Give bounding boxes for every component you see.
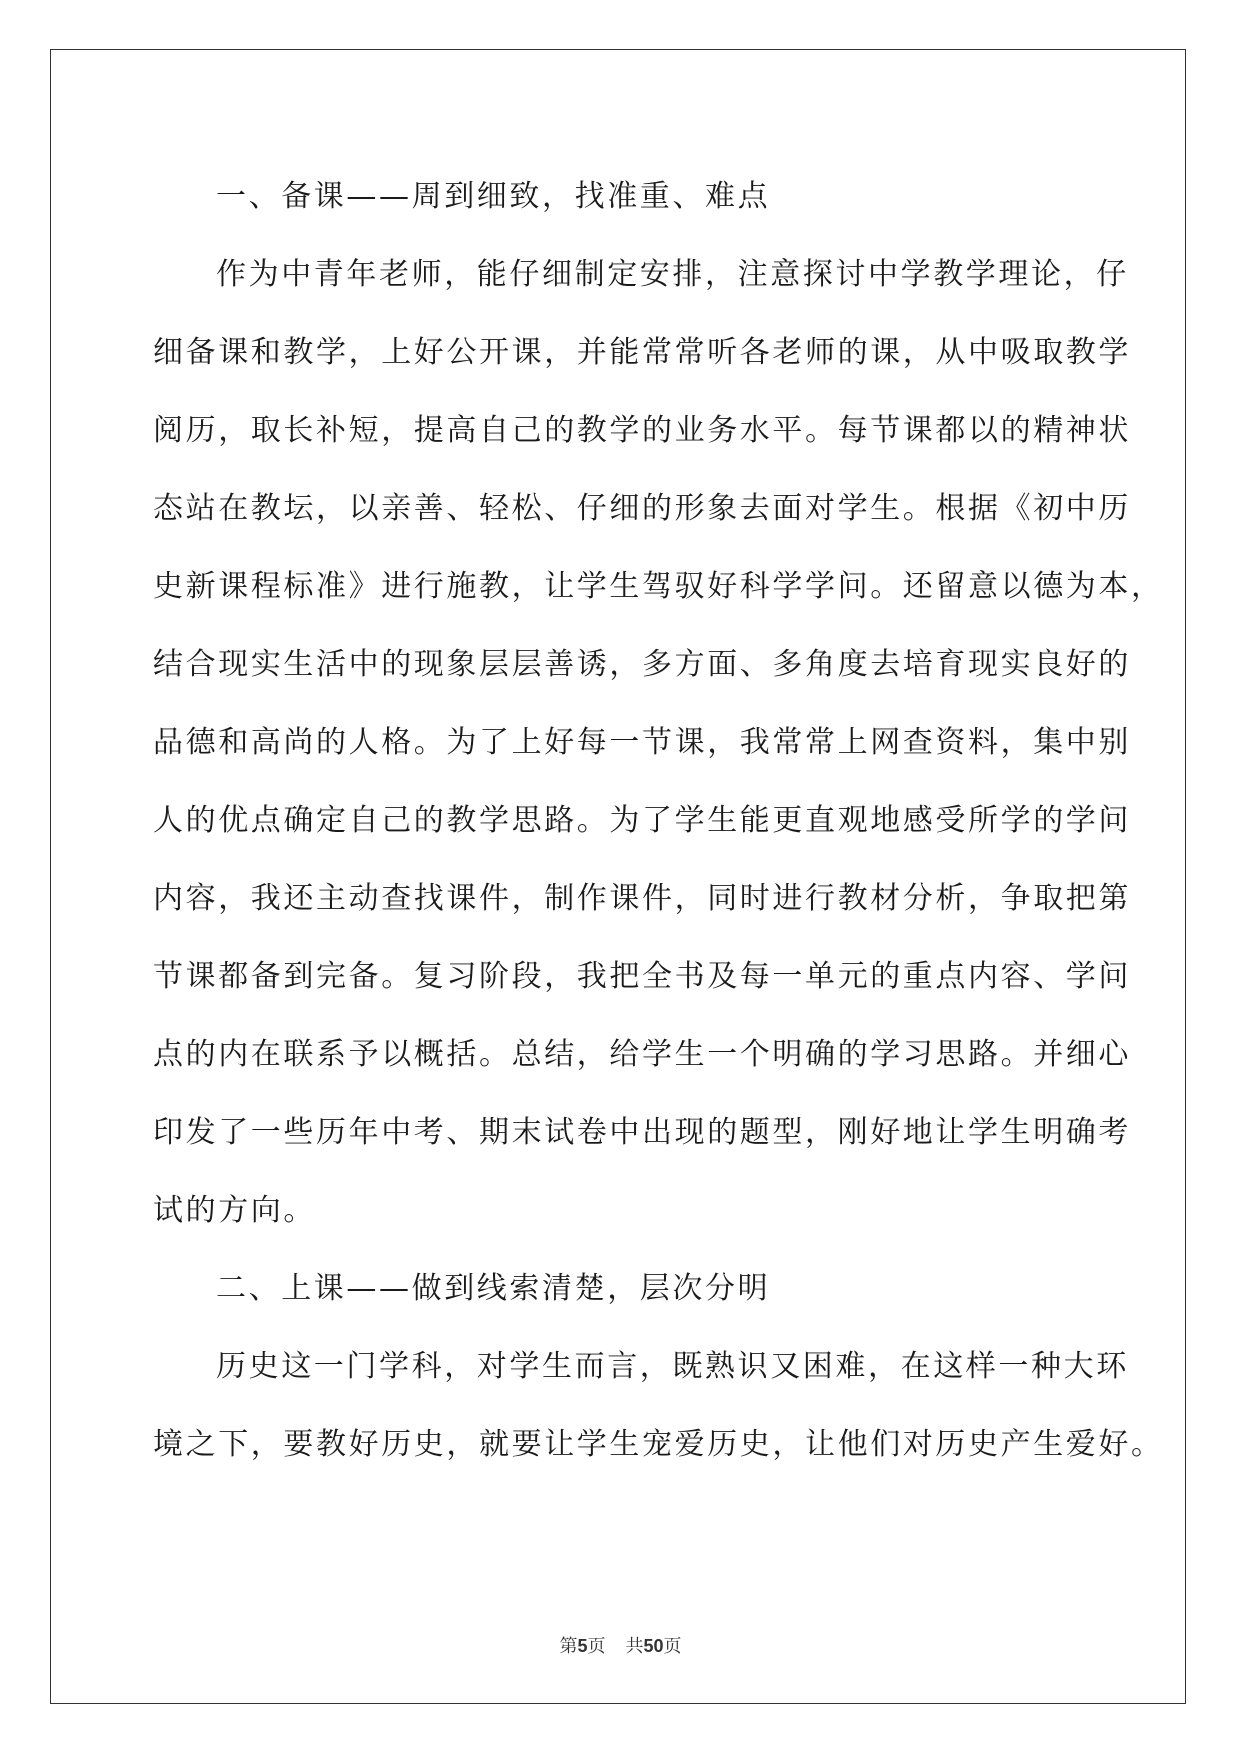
- total-prefix: 共: [625, 1636, 644, 1657]
- page-number: 5: [577, 1636, 588, 1656]
- page-footer: [0, 1632, 1241, 1658]
- paragraph-line: 境之下，要教好历史，就要让学生宠爱历史，让他们对历史产生爱好。: [153, 1427, 1164, 1462]
- paragraph-line: 节课都备到完备。复习阶段，我把全书及每一单元的重点内容、学问: [153, 959, 1131, 994]
- paragraph-line: 印发了一些历年中考、期末试卷中出现的题型，刚好地让学生明确考: [153, 1115, 1131, 1150]
- paragraph-line: 点的内在联系予以概括。总结，给学生一个明确的学习思路。并细心: [153, 1037, 1131, 1072]
- document-body: [153, 158, 1164, 1484]
- paragraph-line: 史新课程标准》进行施教，让学生驾驭好科学学问。还留意以德为本，: [153, 569, 1164, 604]
- paragraph-line: 细备课和教学，上好公开课，并能常常听各老师的课，从中吸取教学: [153, 335, 1131, 370]
- paragraph-line: 态站在教坛，以亲善、轻松、仔细的形象去面对学生。根据《初中历: [153, 491, 1131, 526]
- section-heading-2: 二、上课——做到线索清楚，层次分明: [216, 1271, 771, 1306]
- paragraph-line: 作为中青年老师，能仔细制定安排，注意探讨中学教学理论，仔: [216, 257, 1129, 292]
- paragraph-line: 历史这一门学科，对学生而言，既熟识又困难，在这样一种大环: [216, 1349, 1129, 1384]
- paragraph-line: 结合现实生活中的现象层层善诱，多方面、多角度去培育现实良好的: [153, 647, 1131, 682]
- paragraph-line: 试的方向。: [153, 1193, 316, 1228]
- page-prefix: 第: [559, 1636, 578, 1657]
- paragraph-line: 阅历，取长补短，提高自己的教学的业务水平。每节课都以的精神状: [153, 413, 1131, 448]
- section-heading-1: 一、备课——周到细致，找准重、难点: [216, 179, 771, 214]
- total-suffix: 页: [663, 1636, 682, 1657]
- paragraph-line: 品德和高尚的人格。为了上好每一节课，我常常上网查资料，集中别: [153, 725, 1131, 760]
- paragraph-line: 人的优点确定自己的教学思路。为了学生能更直观地感受所学的学问: [153, 803, 1131, 838]
- paragraph-1: [153, 236, 1164, 1250]
- paragraph-2: [153, 1328, 1164, 1484]
- paragraph-line: 内容，我还主动查找课件，制作课件，同时进行教材分析，争取把第: [153, 881, 1131, 916]
- total-pages: 50: [643, 1636, 664, 1656]
- page-suffix: 页: [587, 1636, 606, 1657]
